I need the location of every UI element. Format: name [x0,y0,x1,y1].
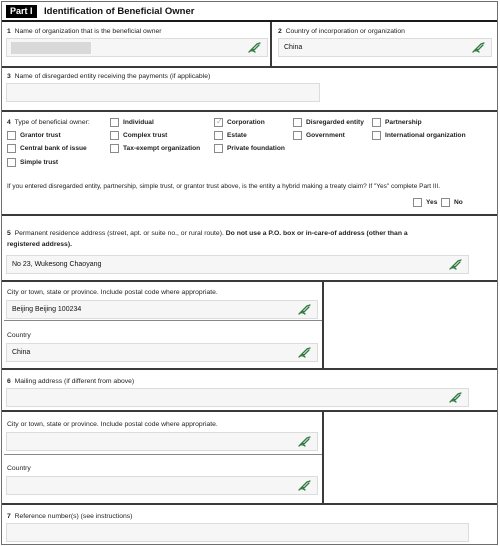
divider [322,282,324,370]
pen-edit-icon[interactable] [449,392,462,403]
checkbox-estate[interactable]: Estate [214,131,247,140]
line4-label: 4 Type of beneficial owner: [7,119,90,126]
part-badge: Part I [6,5,37,18]
permanent-address-field[interactable] [6,255,469,274]
checkbox-individual[interactable]: Individual [110,118,154,127]
country-field[interactable] [6,343,318,362]
country-value: China [12,349,31,356]
mailing-city-field[interactable] [6,432,318,451]
pen-edit-icon[interactable] [298,304,311,315]
pen-edit-icon[interactable] [298,480,311,491]
permanent-address-value: No 23, Wukesong Chaoyang [12,261,102,268]
line2-label: 2 Country of incorporation or organization [278,28,405,35]
checkbox-hybrid-yes[interactable]: Yes [413,198,437,207]
checkbox-simple-trust[interactable]: Simple trust [7,158,58,167]
line5-warning-cont: registered address). [7,241,72,248]
country6-label: Country [7,465,31,472]
pen-edit-icon[interactable] [449,259,462,270]
city-field[interactable] [6,300,318,319]
checkbox-central-bank[interactable]: Central bank of issue [7,144,87,153]
redacted-value [11,42,91,54]
reference-number-field[interactable] [6,523,469,542]
checkbox-tax-exempt-organization[interactable]: Tax-exempt organization [110,144,200,153]
organization-name-field[interactable] [6,38,268,57]
city-value: Beijing Beijing 100234 [12,306,82,313]
line5-label: 5 Permanent residence address (street, apt. or suite no., or rural route). Do not use a P.O. box or in-care-of address (other than a [7,230,408,237]
part-header [2,2,497,22]
checkbox-grantor-trust[interactable]: Grantor trust [7,131,61,140]
pen-edit-icon[interactable] [248,42,261,53]
rule [4,320,322,321]
checkbox-private-foundation[interactable]: Private foundation [214,144,285,153]
checkbox-disregarded-entity[interactable]: Disregarded entity [293,118,364,127]
line3-label: 3 Name of disregarded entity receiving the payments (if applicable) [7,73,211,80]
pen-edit-icon[interactable] [298,436,311,447]
checkbox-hybrid-no[interactable]: No [441,198,463,207]
country-incorporation-value: China [284,44,303,51]
country5-label: Country [7,332,31,339]
part-title: Identification of Beneficial Owner [44,6,195,17]
checkbox-partnership[interactable]: Partnership [372,118,422,127]
city6-label: City or town, state or province. Include postal code where appropriate. [7,421,218,428]
divider [322,412,324,505]
line6-label: 6 Mailing address (if different from above) [7,378,135,385]
checkbox-complex-trust[interactable]: Complex trust [110,131,167,140]
checkbox-corporation[interactable]: ✓ Corporation [214,118,265,127]
checkbox-international-organization[interactable]: International organization [372,131,466,140]
hybrid-question: If you entered disregarded entity, partnership, simple trust, or grantor trust above, is the entity a hybrid making a treaty claim? If "Yes" complete Part III. [7,183,441,190]
divider [270,22,272,68]
line1-label: 1 Name of organization that is the beneficial owner [7,28,162,35]
form-frame [1,1,498,545]
checkbox-government[interactable]: Government [293,131,345,140]
line7-label: 7 Reference number(s) (see instructions) [7,513,133,520]
rule [4,454,322,455]
disregarded-entity-field[interactable] [6,83,320,102]
mailing-country-field[interactable] [6,476,318,495]
city5-label: City or town, state or province. Include postal code where appropriate. [7,289,218,296]
country-incorporation-field[interactable] [278,38,492,57]
pen-edit-icon[interactable] [298,347,311,358]
mailing-address-field[interactable] [6,388,469,407]
pen-edit-icon[interactable] [472,42,485,53]
